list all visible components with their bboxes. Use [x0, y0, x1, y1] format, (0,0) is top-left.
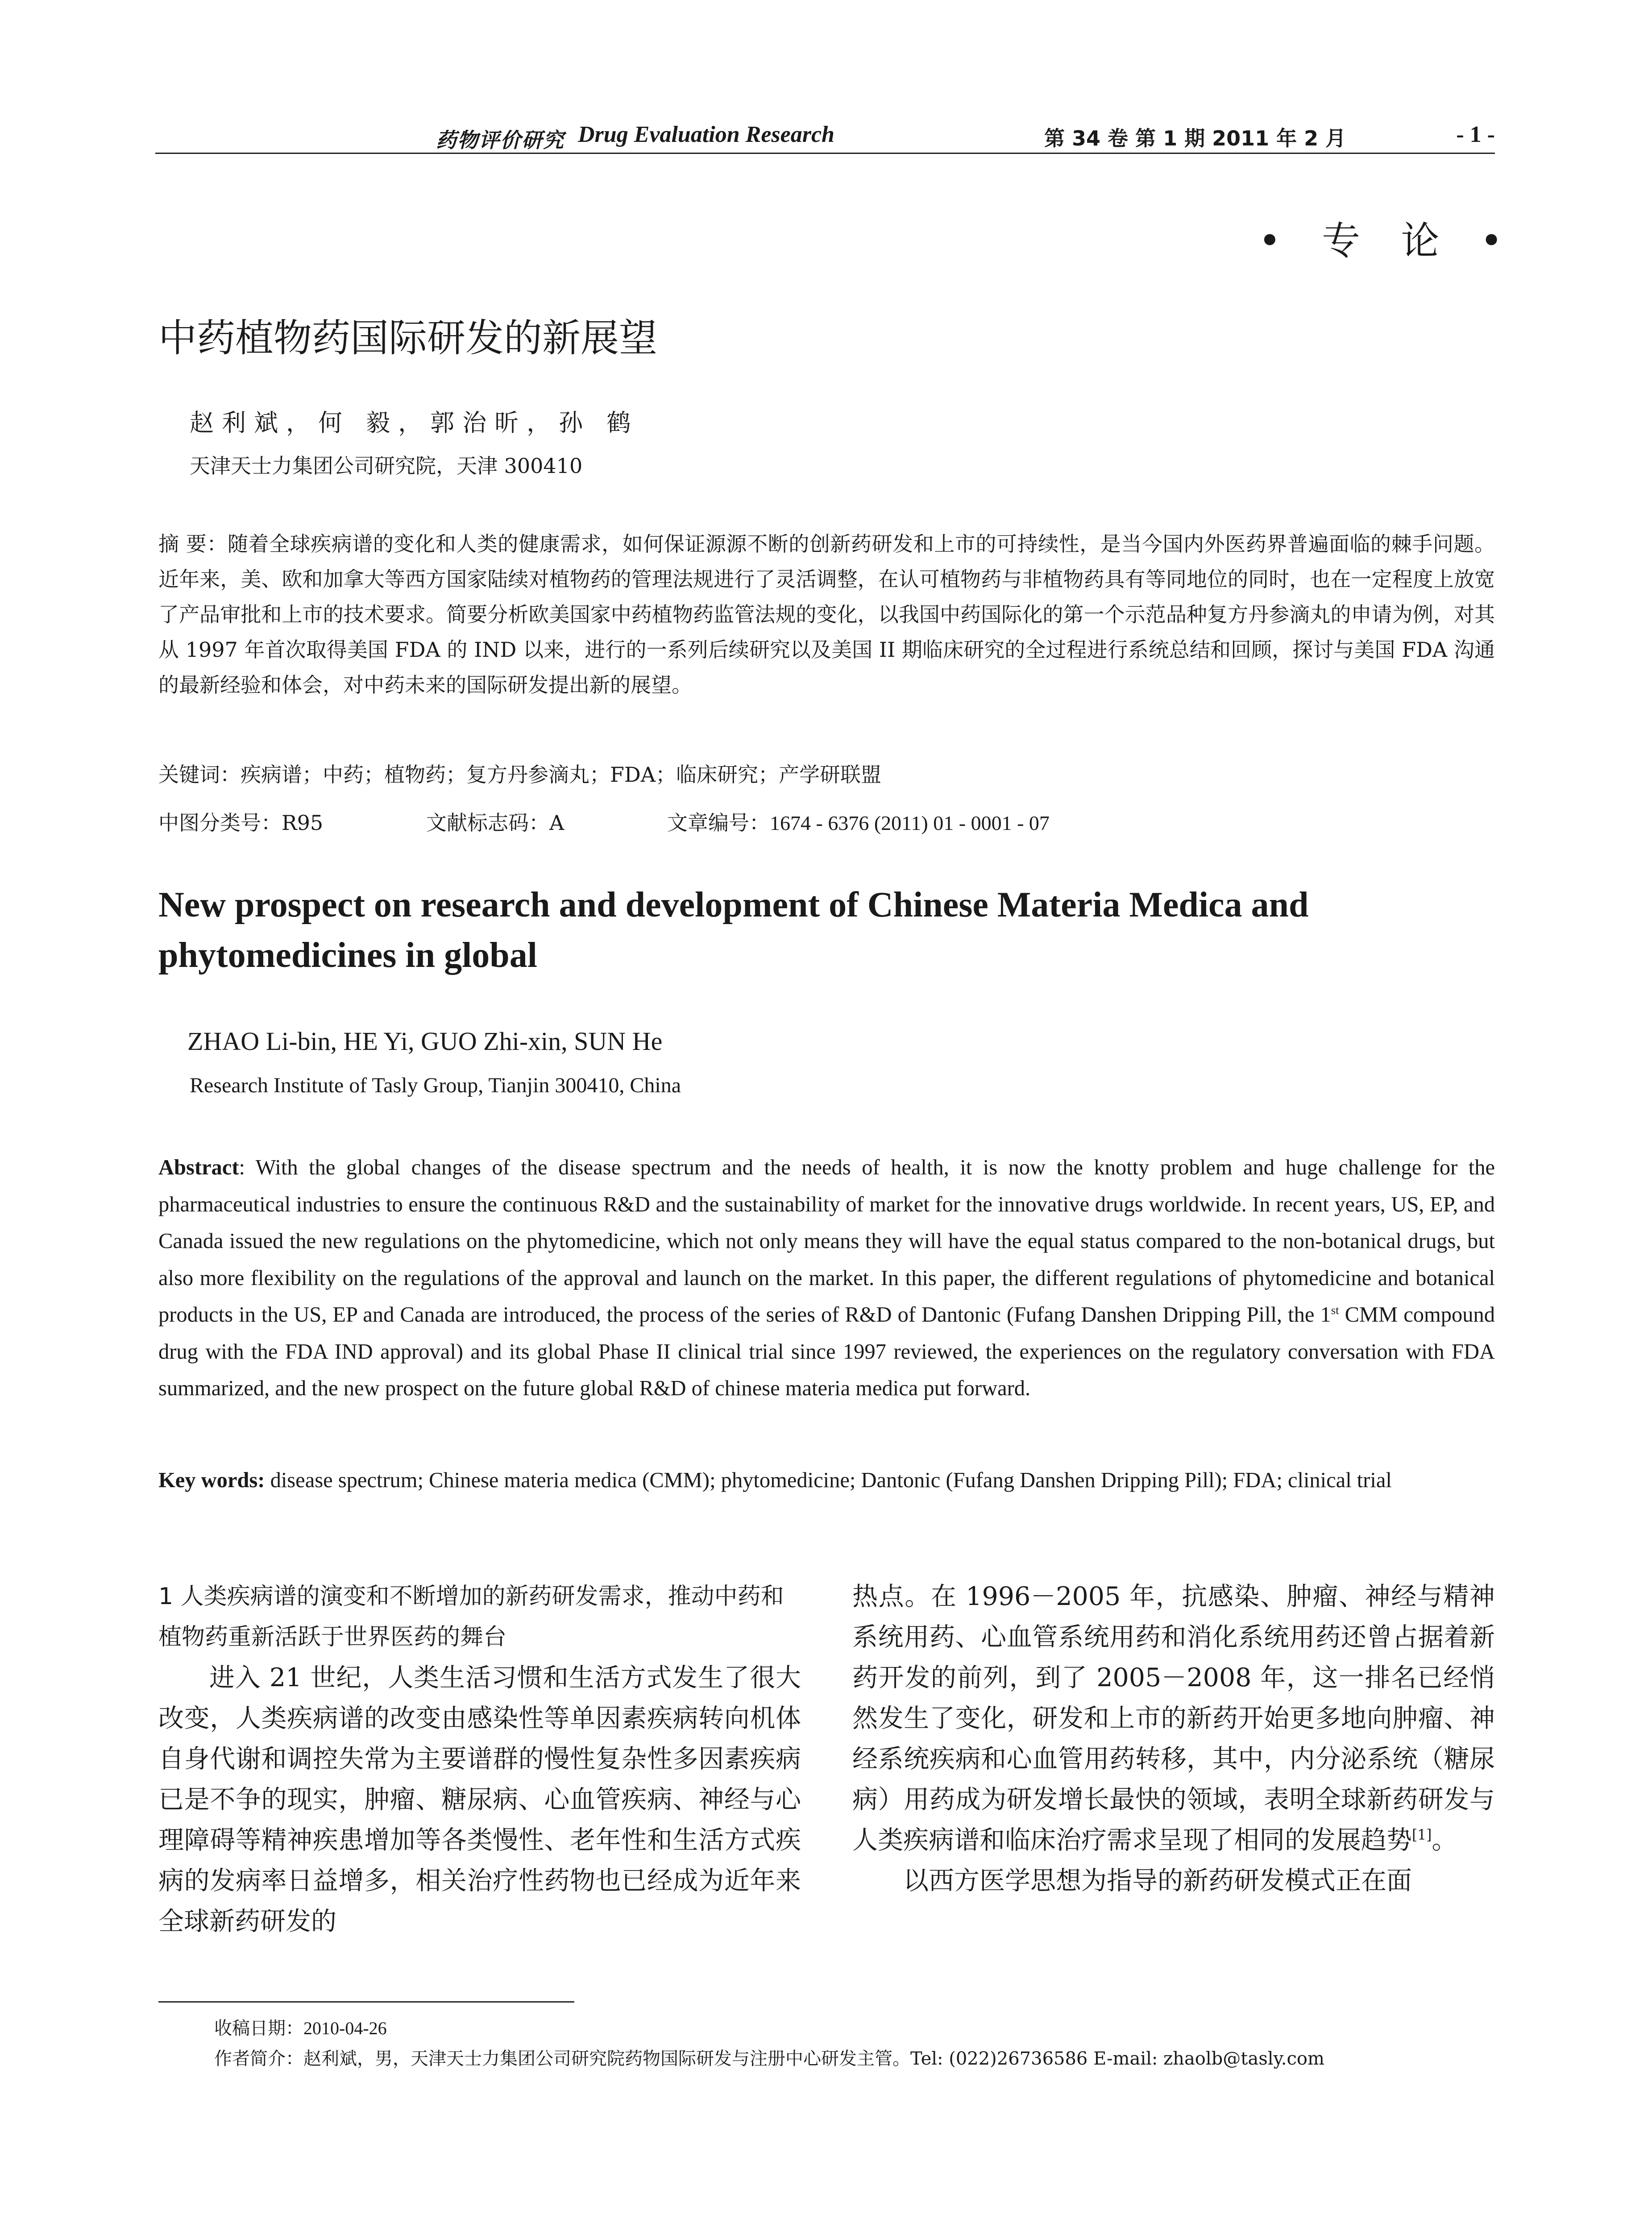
authors-en: ZHAO Li-bin, HE Yi, GUO Zhi-xin, SUN He: [187, 1027, 663, 1056]
received-label: 收稿日期：: [214, 2018, 303, 2039]
author-bio-text: 赵利斌，男，天津天士力集团公司研究院药物国际研发与注册中心研发主管。Tel: (022)26736586 E-mail: zhaolb@tasly.com: [303, 2049, 1324, 2069]
body-paragraph: [852, 1576, 1495, 1861]
header-rule: [155, 153, 1495, 154]
affiliation-cn: 天津天士力集团公司研究院，天津 300410: [190, 454, 583, 478]
affiliation-en: Research Institute of Tasly Group, Tianjin 300410, China: [190, 1074, 681, 1097]
running-header: [158, 120, 1495, 152]
body-paragraph: 以西方医学思想为指导的新药研发模式正在面: [903, 1866, 1412, 1895]
keywords-text-cn: 疾病谱；中药；植物药；复方丹参滴丸；FDA；临床研究；产学研联盟: [241, 763, 882, 787]
page-number: - 1 -: [1456, 122, 1495, 147]
abstract-text-cn: 随着全球疾病谱的变化和人类的健康需求，如何保证源源不断的创新药研发和上市的可持续性，是当今国内外医药界普遍面临的棘手问题。近年来，美、欧和加拿大等西方国家陆续对植物药的管理法规进行了灵活调整，在认可植物药与非植物药具有等同地位的同时，也在一定程度上放宽了产品审批和上市的技术要求。简要分析欧美国家中药植物药监管法规的变化，以我国中药国际化的第一个示范品种复方丹参滴丸的申请为例，对其从 1997 年首次取得美国 FDA 的 IND 以来，进行的一系列后续研究以及美国 II 期临床研究的全过程进行系统总结和回顾，探讨与美国 FDA 沟通的最新经验和体会，对中药未来的国际研发提出新的展望。: [158, 532, 1495, 697]
abstract-text-en-part1: : With the global changes of the disease spectrum and the needs of health, it is now the knotty problem and huge challenge for the pharmaceutical industries to ensure the continuous R&D and the sustainability of market for the innovative drugs worldwide. In recent years, US, EP, and Canada issued the new regulations on the phytomedicine, which not only means they will have the equal status compared to the non-botanical drugs, but also more flexibility on the regulations of the approval and launch on the market. In this paper, the different regulations of phytomedicine and botanical products in the US, EP and Canada are introduced, the process of the series of R&D of Dantonic (Fufang Danshen Dripping Pill, the 1: [158, 1156, 1495, 1327]
keywords-en: [158, 1462, 1495, 1499]
article-number: [667, 807, 1050, 836]
document-code: [426, 807, 564, 836]
abstract-label-en: Abstract: [158, 1156, 239, 1179]
authors-cn: 赵利斌，何 毅，郭治昕，孙 鹤: [190, 409, 639, 437]
body-column-right: [852, 1576, 1495, 1901]
article-title-cn: 中药植物药国际研发的新展望: [158, 316, 657, 361]
doc-code-value: A: [549, 811, 565, 835]
article-no-label: 文章编号：: [667, 811, 770, 835]
ordinal-superscript: st: [1331, 1303, 1339, 1317]
footnote-rule: [158, 2001, 574, 2003]
body-column-left: [158, 1576, 801, 1942]
body-paragraph: 进入 21 世纪，人类生活习惯和生活方式发生了很大改变，人类疾病谱的改变由感染性等单因素疾病转向机体自身代谢和调控失常为主要谱群的慢性复杂性多因素疾病已是不争的现实，肿瘤、糖尿病、心血管疾病、神经与心理障碍等精神疾患增加等各类慢性、老年性和生活方式疾病的发病率日益增多，相关治疗性药物也已经成为近年来全球新药研发的: [158, 1663, 801, 1936]
journal-name-en: Drug Evaluation Research: [578, 122, 834, 147]
section-label: • 专 论 •: [1258, 219, 1517, 263]
article-title-en: New prospect on research and development of Chinese Materia Medica and phytomedicines in global: [158, 885, 1309, 975]
keywords-text-en: disease spectrum; Chinese materia medica (CMM); phytomedicine; Dantonic (Fufang Danshen Dripping Pill); FDA; clinical trial: [265, 1468, 1392, 1492]
received-date: [214, 2013, 1324, 2044]
paragraph-end: 。: [1432, 1825, 1457, 1855]
abstract-cn: [158, 527, 1495, 703]
citation-ref: [1]: [1412, 1827, 1432, 1843]
abstract-text-en-part2: CMM compound drug with the FDA IND approval) and its global Phase II clinical trial since 1997 reviewed, the experiences on the regulatory conversation with FDA summarized, and the new prospect on the future global R&D of chinese materia medica put forward.: [158, 1303, 1495, 1400]
abstract-label-cn: 摘 要：: [158, 532, 228, 556]
doc-code-label: 文献标志码：: [426, 811, 549, 835]
clc-label: 中图分类号：: [158, 811, 282, 835]
clc-value: R95: [282, 811, 324, 835]
article-no-value: 1674 - 6376 (2011) 01 - 0001 - 07: [770, 812, 1050, 834]
abstract-en: [158, 1149, 1495, 1407]
keywords-label-cn: 关键词：: [158, 763, 241, 787]
author-bio: [214, 2044, 1324, 2074]
received-value: 2010-04-26: [303, 2018, 387, 2038]
keywords-label-en: Key words:: [158, 1468, 265, 1492]
journal-issue: 第 34 卷 第 1 期 2011 年 2 月: [1044, 126, 1346, 150]
clc-code: [158, 807, 323, 836]
journal-name-cn: 药物评价研究: [436, 128, 565, 152]
section-heading-1: 1 人类疾病谱的演变和不断增加的新药研发需求，推动中药和植物药重新活跃于世界医药的舞台: [158, 1583, 784, 1650]
author-bio-label: 作者简介：: [214, 2049, 303, 2069]
footnotes: [214, 2013, 1324, 2074]
paragraph-text: 热点。在 1996－2005 年，抗感染、肿瘤、神经与精神系统用药、心血管系统用药和消化系统用药还曾占据着新药开发的前列，到了 2005－2008 年，这一排名已经悄然发生了变化，研发和上市的新药开始更多地向肿瘤、神经系统疾病和心血管用药转移，其中，内分泌系统（糖尿病）用药成为研发增长最快的领域，表明全球新药研发与人类疾病谱和临床治疗需求呈现了相同的发展趋势: [852, 1582, 1495, 1855]
keywords-cn: [158, 759, 881, 788]
